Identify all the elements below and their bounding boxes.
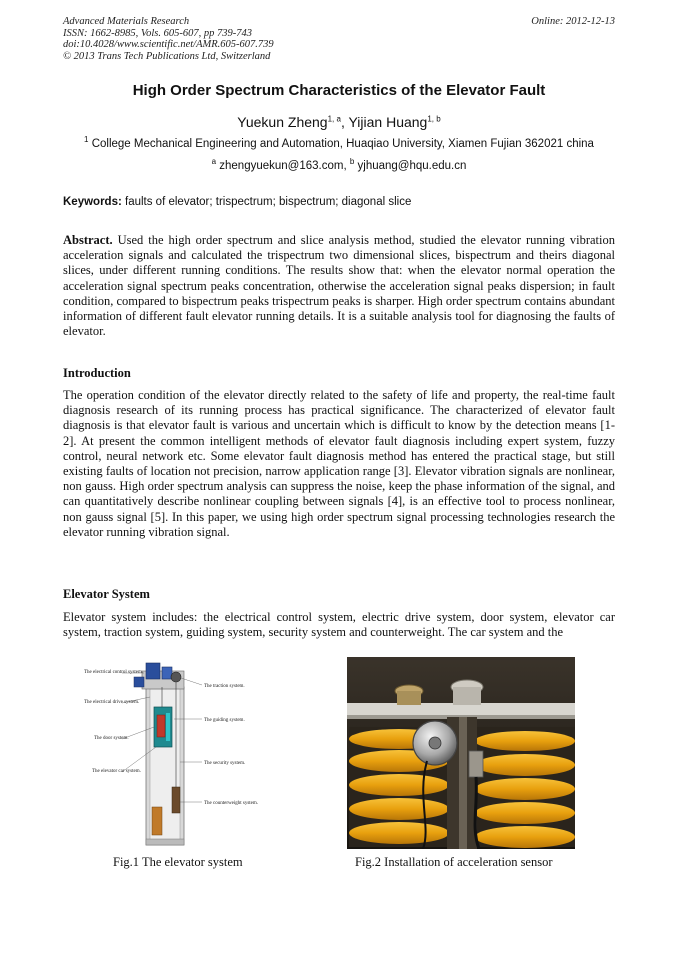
journal-name: Advanced Materials Research: [63, 16, 190, 27]
label-counterweight-system: The counterweight system.: [204, 801, 259, 806]
email-line: [0, 157, 678, 172]
elevator-system-heading: Elevator System: [63, 587, 150, 601]
label-electrical-control: The electrical control system.: [84, 670, 144, 675]
author-line: [0, 114, 678, 130]
email-a-sup: a: [211, 157, 217, 167]
abstract: [63, 233, 615, 339]
paper-title: High Order Spectrum Characteristics of the Elevator Fault: [132, 82, 546, 99]
email-b-sup: b: [349, 157, 355, 167]
label-security-system: The security system.: [204, 761, 246, 766]
affiliation: [63, 135, 615, 150]
author-2: Yijian Huang: [348, 114, 428, 130]
elevator-system-figure: [82, 657, 282, 849]
introduction-text: The operation condition of the elevator directly related to the safety of life and property, the real-time fault diagnosis research of its running process has practical significance. The characterized of elevator fault diagnosis is that elevator fault is various and uncertain which is difficult to know by the detection means [1-2]. At present the common intelligent methods of elevator fault diagnosis including expert system, fuzzy control, neural network etc. Some elevator fault diagnosis method has entered the practical stage, but still existing faults of location not precision, narrow application range [3]. Elevator vibration signals are nonlinear, non gauss. High order spectrum analysis can suppress the noise, keep the phase information of the signal, and can quantitatively describe nonlinear coupling between signals [4], is an effective tool to process nonlinear, non gauss signal [5]. In this paper, we using high order spectrum signal processing technologies research the elevator running vibration signal.: [63, 388, 615, 539]
author-2-affil: 1, b: [427, 114, 441, 124]
right-spring: [475, 727, 575, 848]
label-guiding-system: The guiding system.: [204, 718, 245, 723]
author-separator: ,: [340, 114, 349, 130]
email-separator: ,: [343, 160, 350, 172]
acceleration-sensor: [413, 721, 457, 765]
journal-header: [63, 16, 274, 62]
label-electrical-drive: The electrical drive system.: [84, 700, 140, 705]
author-1-affil: 1, a: [327, 114, 341, 124]
keywords-text: faults of elevator; trispectrum; bispectrum; diagonal slice: [125, 196, 412, 208]
abstract-label: Abstract.: [63, 233, 113, 247]
keywords-label: Keywords:: [63, 196, 122, 208]
journal-doi: doi:10.4028/www.scientific.net/AMR.605-607.739: [63, 39, 274, 50]
sensor-photo-figure: [347, 657, 575, 849]
keywords: [63, 196, 411, 208]
affiliation-text: College Mechanical Engineering and Automation, Huaqiao University, Xiamen Fujian 362021 china: [91, 138, 594, 150]
introduction-heading: Introduction: [63, 366, 131, 380]
figure2-caption: Fig.2 Installation of acceleration sensor: [355, 855, 553, 869]
email-b[interactable]: yjhuang@hqu.edu.cn: [357, 160, 467, 172]
label-door-system: The door system.: [94, 736, 129, 741]
abstract-text: Used the high order spectrum and slice analysis method, studied the elevator running vibration acceleration signals and calculated the trispectrum two dimensional slices, bispectrum and theirs diagonal slices, under different running conditions. The results show that: when the elevator normal operation the acceleration signal spectrum peaks concentration, otherwise the acceleration signal peaks dispersion; in fault condition, compared to bispectrum peaks trispectrum peaks is sharper. High order spectrum contains abundant information of different fault elevator running details. It is a suitable analysis tool for diagnosing the faults of elevator.: [63, 233, 615, 339]
label-car-system: The elevator car system.: [92, 769, 141, 774]
journal-issn: ISSN: 1662-8985, Vols. 605-607, pp 739-743: [63, 27, 252, 39]
label-traction-system: The traction system.: [204, 684, 245, 689]
online-date: Online: 2012-12-13: [531, 16, 615, 27]
journal-copyright: © 2013 Trans Tech Publications Ltd, Switzerland: [63, 50, 271, 62]
figure1-caption: Fig.1 The elevator system: [113, 855, 243, 869]
author-1: Yuekun Zheng: [237, 114, 328, 130]
email-a[interactable]: zhengyuekun@163.com: [219, 160, 344, 172]
affiliation-sup: 1: [84, 135, 89, 145]
elevator-system-text: Elevator system includes: the electrical control system, electric drive system, door system, elevator car system, traction system, guiding system, security system and counterweight. The car system and the: [63, 610, 615, 640]
